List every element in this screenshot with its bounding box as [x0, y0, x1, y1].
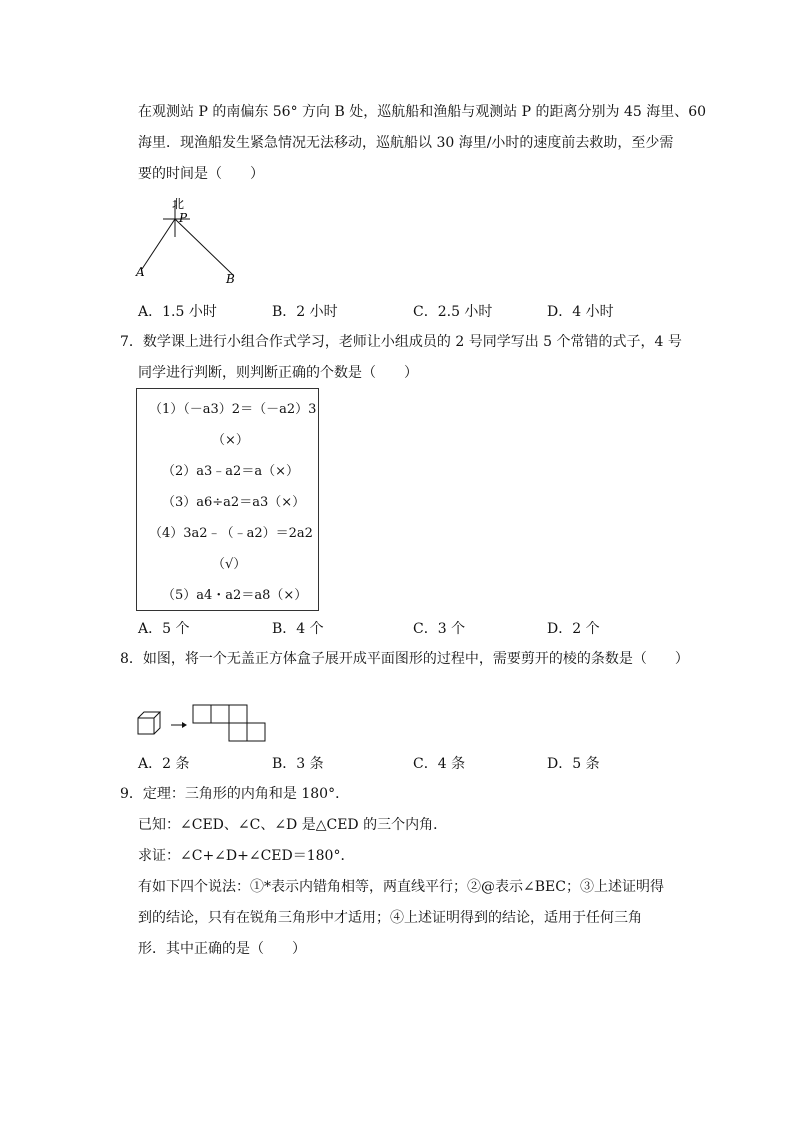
q6-option-c: C．2.5 小时: [413, 304, 493, 320]
q6-line-1: 在观测站 P 的南偏东 56° 方向 B 处，巡航船和渔船与观测站 P 的距离分别为 45 海里、60: [138, 104, 707, 120]
net-square: [229, 705, 247, 723]
q9-line-3: 求证：∠C+∠D+∠CED＝180°．: [138, 848, 355, 864]
q7-box-line-7: （5）a4・a2＝a8（×）: [162, 588, 308, 603]
q8-option-c: C．4 条: [413, 756, 466, 772]
q7-option-b: B．4 个: [272, 621, 324, 637]
q7-option-c: C．3 个: [413, 621, 466, 637]
cube-front-face: [138, 718, 154, 734]
q7-box-line-3: （2）a3﹣a2＝a（×）: [162, 464, 299, 479]
q7-box-line-1: （1）（－a3）2＝（－a2）3: [149, 402, 317, 417]
q7-line-1: 7．数学课上进行小组合作式学习，老师让小组成员的 2 号同学写出 5 个常错的式子，4 号: [120, 334, 682, 350]
arrow-head-icon: [182, 722, 187, 728]
net-square: [211, 705, 229, 723]
q7-option-d: D．2 个: [547, 621, 600, 637]
q8-line-1: 8．如图，将一个无盖正方体盒子展开成平面图形的过程中，需要剪开的棱的条数是（ ）: [120, 651, 689, 667]
q8-option-d: D．5 条: [547, 756, 600, 772]
q6-option-b: B．2 小时: [272, 304, 338, 320]
point-p-label: P: [179, 211, 188, 225]
q6-line-2: 海里．现渔船发生紧急情况无法移动，巡航船以 30 海里/小时的速度前去救助，至少需: [138, 135, 674, 151]
q9-line-6: 形．其中正确的是（ ）: [138, 941, 306, 957]
point-b-label: B: [226, 272, 235, 286]
q8-cube-net-figure: [136, 702, 271, 742]
q6-compass-figure: [130, 195, 250, 290]
north-label: 北: [172, 197, 185, 211]
q6-option-d: D．4 小时: [547, 304, 614, 320]
q8-option-a: A．2 条: [138, 756, 190, 772]
net-square: [247, 723, 265, 741]
point-a-label: A: [136, 265, 145, 279]
cube-top-face: [138, 712, 160, 718]
q9-line-5: 到的结论，只有在锐角三角形中才适用；④上述证明得到的结论，适用于任何三角: [138, 910, 642, 926]
q7-box-line-5: （4）3a2﹣（﹣a2）＝2a2: [149, 526, 313, 541]
q7-line-2: 同学进行判断，则判断正确的个数是（ ）: [138, 365, 418, 381]
q7-expression-box: [136, 388, 319, 611]
net-square: [229, 723, 247, 741]
net-square: [193, 705, 211, 723]
q9-line-2: 已知：∠CED、∠C、∠D 是△CED 的三个内角．: [138, 817, 448, 833]
q9-line-1: 9．定理：三角形的内角和是 180°．: [120, 786, 350, 802]
q6-option-a: A．1.5 小时: [138, 304, 217, 320]
q8-option-b: B．3 条: [272, 756, 324, 772]
q7-box-line-4: （3）a6÷a2＝a3（×）: [162, 495, 306, 510]
q6-line-3: 要的时间是（ ）: [138, 166, 264, 182]
q7-option-a: A．5 个: [138, 621, 190, 637]
q9-line-4: 有如下四个说法：①*表示内错角相等，两直线平行；②@表示∠BEC；③上述证明得: [138, 879, 664, 895]
q7-box-line-2: （×）: [212, 433, 249, 448]
q7-box-line-6: （√）: [212, 557, 247, 572]
